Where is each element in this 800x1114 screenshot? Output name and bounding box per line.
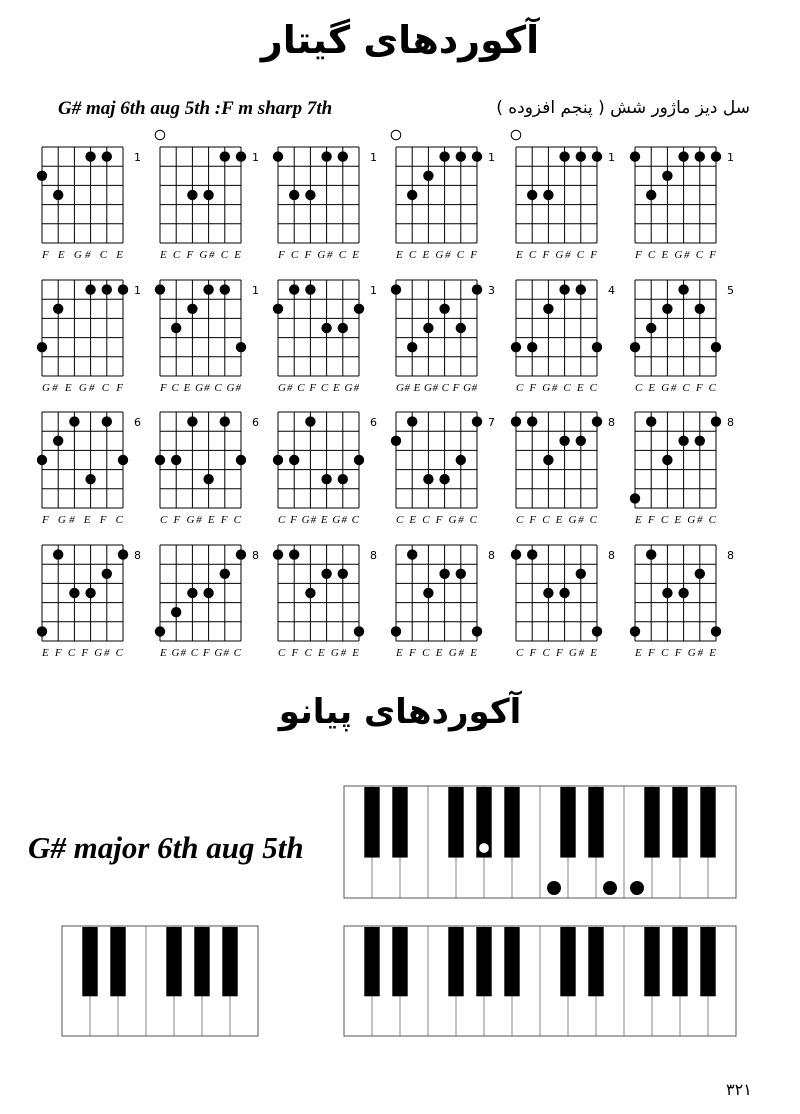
finger-dot	[678, 151, 688, 161]
finger-dot	[527, 190, 537, 200]
chord-diagram	[630, 412, 734, 526]
finger-dot	[53, 190, 63, 200]
black-key	[392, 927, 407, 996]
finger-dot	[678, 588, 688, 598]
chord-notes-label: F C E G# C F	[635, 249, 716, 261]
chord-diagram	[37, 545, 141, 659]
black-key	[476, 787, 491, 858]
finger-dot	[85, 588, 95, 598]
chord-notes-label: E C F G# C F	[516, 249, 597, 261]
chord-diagram	[37, 280, 141, 394]
finger-dot	[69, 588, 79, 598]
black-key	[588, 927, 603, 996]
finger-dot	[543, 455, 553, 465]
finger-dot	[695, 304, 705, 314]
chord-diagram	[391, 545, 495, 659]
chord-notes-label: C F G# C E C	[516, 382, 597, 394]
finger-dot	[407, 416, 417, 426]
fret-number: 1	[370, 151, 377, 164]
finger-dot	[236, 549, 246, 559]
chord-diagram	[511, 545, 615, 659]
finger-dot	[354, 626, 364, 636]
finger-dot	[711, 151, 721, 161]
finger-dot	[203, 474, 213, 484]
fret-number: 8	[252, 549, 259, 562]
fret-number: 6	[370, 416, 377, 429]
finger-dot	[407, 190, 417, 200]
fret-number: 1	[488, 151, 495, 164]
finger-dot	[678, 284, 688, 294]
finger-dot	[695, 436, 705, 446]
finger-dot	[273, 549, 283, 559]
fret-number: 8	[370, 549, 377, 562]
open-string-marker	[155, 130, 165, 140]
black-key	[700, 927, 715, 996]
chord-diagram	[391, 412, 495, 526]
finger-dot	[439, 304, 449, 314]
fret-number: 1	[370, 284, 377, 297]
fret-number: 1	[252, 284, 259, 297]
finger-dot	[695, 151, 705, 161]
finger-dot	[423, 474, 433, 484]
finger-dot	[592, 342, 602, 352]
fret-number: 1	[134, 284, 141, 297]
finger-dot	[576, 151, 586, 161]
finger-dot	[187, 190, 197, 200]
fret-number: 8	[488, 549, 495, 562]
finger-dot	[102, 151, 112, 161]
black-key	[560, 927, 575, 996]
black-key	[82, 927, 97, 996]
chord-diagram	[391, 280, 495, 394]
finger-dot	[662, 304, 672, 314]
chord-notes-label: E C F G# C E	[160, 249, 241, 261]
finger-dot	[527, 416, 537, 426]
finger-dot	[171, 607, 181, 617]
finger-dot	[646, 416, 656, 426]
finger-dot	[456, 569, 466, 579]
finger-dot	[592, 626, 602, 636]
finger-dot	[305, 190, 315, 200]
finger-dot	[646, 190, 656, 200]
finger-dot	[511, 416, 521, 426]
finger-dot	[187, 588, 197, 598]
black-key	[588, 787, 603, 858]
chord-diagram	[155, 545, 259, 659]
chord-diagram	[511, 130, 615, 261]
finger-dot	[456, 455, 466, 465]
keyboard-frame	[344, 786, 736, 898]
chord-notes-label: E C E G# C F	[396, 249, 477, 261]
chord-notes-label: C F G# E G# C	[278, 514, 359, 526]
finger-dot	[338, 474, 348, 484]
piano-keyboard	[62, 926, 258, 1036]
chord-notes-label: C F G# E F C	[160, 514, 241, 526]
chord-diagram	[37, 147, 141, 261]
finger-dot	[711, 342, 721, 352]
finger-dot	[678, 436, 688, 446]
fret-number: 1	[608, 151, 615, 164]
finger-dot	[203, 190, 213, 200]
black-key	[476, 927, 491, 996]
finger-dot	[559, 284, 569, 294]
finger-dot	[646, 549, 656, 559]
chord-notes-label: E G# C F G# C	[160, 647, 241, 659]
finger-dot	[118, 549, 128, 559]
finger-dot	[203, 284, 213, 294]
finger-dot	[53, 549, 63, 559]
chord-diagram	[391, 130, 495, 261]
finger-dot	[321, 474, 331, 484]
fret-number: 6	[252, 416, 259, 429]
black-key	[448, 787, 463, 858]
page-title: آکوردهای گیتار	[260, 18, 540, 62]
finger-dot	[37, 171, 47, 181]
fret-number: 7	[488, 416, 495, 429]
finger-dot	[37, 342, 47, 352]
finger-dot	[102, 416, 112, 426]
chord-diagram	[155, 280, 259, 394]
open-string-marker	[511, 130, 521, 140]
finger-dot	[472, 626, 482, 636]
piano-keyboard	[344, 786, 736, 898]
fret-number: 1	[727, 151, 734, 164]
finger-dot	[273, 151, 283, 161]
finger-dot	[85, 474, 95, 484]
chord-notes-label: G# C F C E G#	[278, 382, 359, 394]
finger-dot	[236, 151, 246, 161]
chord-note-marker	[479, 843, 490, 854]
finger-dot	[155, 284, 165, 294]
finger-dot	[53, 436, 63, 446]
finger-dot	[338, 151, 348, 161]
finger-dot	[439, 151, 449, 161]
finger-dot	[220, 284, 230, 294]
black-key	[672, 927, 687, 996]
black-key	[110, 927, 125, 996]
chord-diagram	[630, 147, 734, 261]
finger-dot	[305, 284, 315, 294]
finger-dot	[511, 549, 521, 559]
chord-notes-label: G# E G# C F	[42, 382, 123, 394]
piano-chord-name: G# major 6th aug 5th	[28, 830, 304, 865]
fret-number: 8	[608, 549, 615, 562]
finger-dot	[592, 151, 602, 161]
chord-diagram	[511, 412, 615, 526]
finger-dot	[576, 436, 586, 446]
chord-notes-label: C E G# C F C	[635, 382, 716, 394]
black-key	[364, 787, 379, 858]
finger-dot	[289, 284, 299, 294]
chord-notes-label: F C F G# C E	[278, 249, 359, 261]
finger-dot	[155, 626, 165, 636]
black-key	[504, 787, 519, 858]
finger-dot	[423, 323, 433, 333]
finger-dot	[630, 151, 640, 161]
finger-dot	[305, 416, 315, 426]
finger-dot	[456, 151, 466, 161]
fret-number: 8	[134, 549, 141, 562]
finger-dot	[37, 626, 47, 636]
finger-dot	[423, 588, 433, 598]
finger-dot	[711, 416, 721, 426]
finger-dot	[662, 171, 672, 181]
finger-dot	[559, 436, 569, 446]
black-key	[392, 787, 407, 858]
black-key	[448, 927, 463, 996]
fret-number: 1	[134, 151, 141, 164]
finger-dot	[118, 455, 128, 465]
chord-diagram	[273, 280, 377, 394]
keyboard-frame	[62, 926, 258, 1036]
finger-dot	[559, 151, 569, 161]
chord-diagram	[630, 280, 734, 394]
finger-dot	[220, 569, 230, 579]
finger-dot	[543, 190, 553, 200]
fret-number: 5	[727, 284, 734, 297]
black-key	[672, 787, 687, 858]
chord-notes-label: E F C F G# C	[42, 647, 123, 659]
finger-dot	[85, 284, 95, 294]
black-key	[644, 787, 659, 858]
finger-dot	[273, 455, 283, 465]
finger-dot	[511, 342, 521, 352]
finger-dot	[203, 588, 213, 598]
finger-dot	[391, 436, 401, 446]
black-key	[644, 927, 659, 996]
finger-dot	[220, 151, 230, 161]
chord-diagram	[630, 545, 734, 659]
chord-notes-label: F E G# C E	[42, 249, 123, 261]
black-key	[364, 927, 379, 996]
page-number: ۳۲۱	[726, 1080, 752, 1099]
chord-notes-label: C F C F G# E	[516, 647, 597, 659]
finger-dot	[171, 455, 181, 465]
chord-diagram	[155, 412, 259, 526]
black-key	[504, 927, 519, 996]
finger-dot	[53, 304, 63, 314]
chord-name-english: G# maj 6th aug 5th :F m sharp 7th	[58, 98, 333, 119]
finger-dot	[472, 151, 482, 161]
chord-notes-label: E F C E G# E	[396, 647, 477, 659]
finger-dot	[576, 569, 586, 579]
chord-name-persian: سل دیز ماژور شش ( پنجم افزوده )	[496, 98, 750, 118]
finger-dot	[543, 588, 553, 598]
chord-notes-label: G# E G# C F G#	[396, 382, 477, 394]
finger-dot	[527, 342, 537, 352]
black-key	[560, 787, 575, 858]
finger-dot	[155, 455, 165, 465]
finger-dot	[439, 474, 449, 484]
finger-dot	[305, 588, 315, 598]
finger-dot	[37, 455, 47, 465]
finger-dot	[456, 323, 466, 333]
finger-dot	[662, 588, 672, 598]
black-key	[194, 927, 209, 996]
chord-diagram	[273, 147, 377, 261]
chord-diagram	[273, 545, 377, 659]
chord-notes-label: F C E G# C G#	[160, 382, 241, 394]
finger-dot	[118, 284, 128, 294]
finger-dot	[711, 626, 721, 636]
piano-keyboard	[344, 926, 736, 1036]
chord-notes-label: F G# E F C	[42, 514, 123, 526]
finger-dot	[338, 569, 348, 579]
fret-number: 1	[252, 151, 259, 164]
finger-dot	[630, 626, 640, 636]
finger-dot	[472, 284, 482, 294]
chord-diagram	[511, 280, 615, 394]
chord-notes-label: E F C E G# C	[635, 514, 716, 526]
chord-diagram	[273, 412, 377, 526]
fret-number: 4	[608, 284, 615, 297]
finger-dot	[576, 284, 586, 294]
black-key	[222, 927, 237, 996]
fret-number: 8	[608, 416, 615, 429]
finger-dot	[423, 171, 433, 181]
finger-dot	[543, 304, 553, 314]
finger-dot	[338, 323, 348, 333]
chord-diagram	[37, 412, 141, 526]
finger-dot	[321, 323, 331, 333]
fret-number: 3	[488, 284, 495, 297]
finger-dot	[321, 151, 331, 161]
finger-dot	[289, 190, 299, 200]
finger-dot	[220, 416, 230, 426]
finger-dot	[187, 304, 197, 314]
finger-dot	[273, 304, 283, 314]
finger-dot	[102, 284, 112, 294]
finger-dot	[695, 569, 705, 579]
finger-dot	[236, 455, 246, 465]
fret-number: 8	[727, 549, 734, 562]
finger-dot	[289, 455, 299, 465]
chord-note-marker	[547, 881, 561, 895]
finger-dot	[472, 416, 482, 426]
black-key	[700, 787, 715, 858]
piano-section-title: آکوردهای پیانو	[278, 692, 522, 732]
finger-dot	[102, 569, 112, 579]
chord-notes-label: C F C E G# C	[516, 514, 597, 526]
finger-dot	[407, 342, 417, 352]
finger-dot	[236, 342, 246, 352]
finger-dot	[662, 455, 672, 465]
chord-notes-label: E F C F G# E	[635, 647, 716, 659]
finger-dot	[646, 323, 656, 333]
fret-number: 8	[727, 416, 734, 429]
finger-dot	[391, 626, 401, 636]
finger-dot	[289, 549, 299, 559]
chord-notes-label: C E C F G# C	[396, 514, 477, 526]
finger-dot	[630, 342, 640, 352]
finger-dot	[171, 323, 181, 333]
chord-note-marker	[630, 881, 644, 895]
open-string-marker	[391, 130, 401, 140]
finger-dot	[407, 549, 417, 559]
finger-dot	[69, 416, 79, 426]
chord-notes-label: C F C E G# E	[278, 647, 359, 659]
finger-dot	[187, 416, 197, 426]
finger-dot	[354, 304, 364, 314]
finger-dot	[439, 569, 449, 579]
black-key	[166, 927, 181, 996]
finger-dot	[321, 569, 331, 579]
keyboard-frame	[344, 926, 736, 1036]
finger-dot	[559, 588, 569, 598]
chord-diagram	[155, 130, 259, 261]
chord-note-marker	[603, 881, 617, 895]
finger-dot	[391, 284, 401, 294]
finger-dot	[630, 493, 640, 503]
fret-number: 6	[134, 416, 141, 429]
finger-dot	[354, 455, 364, 465]
finger-dot	[592, 416, 602, 426]
finger-dot	[85, 151, 95, 161]
finger-dot	[527, 549, 537, 559]
